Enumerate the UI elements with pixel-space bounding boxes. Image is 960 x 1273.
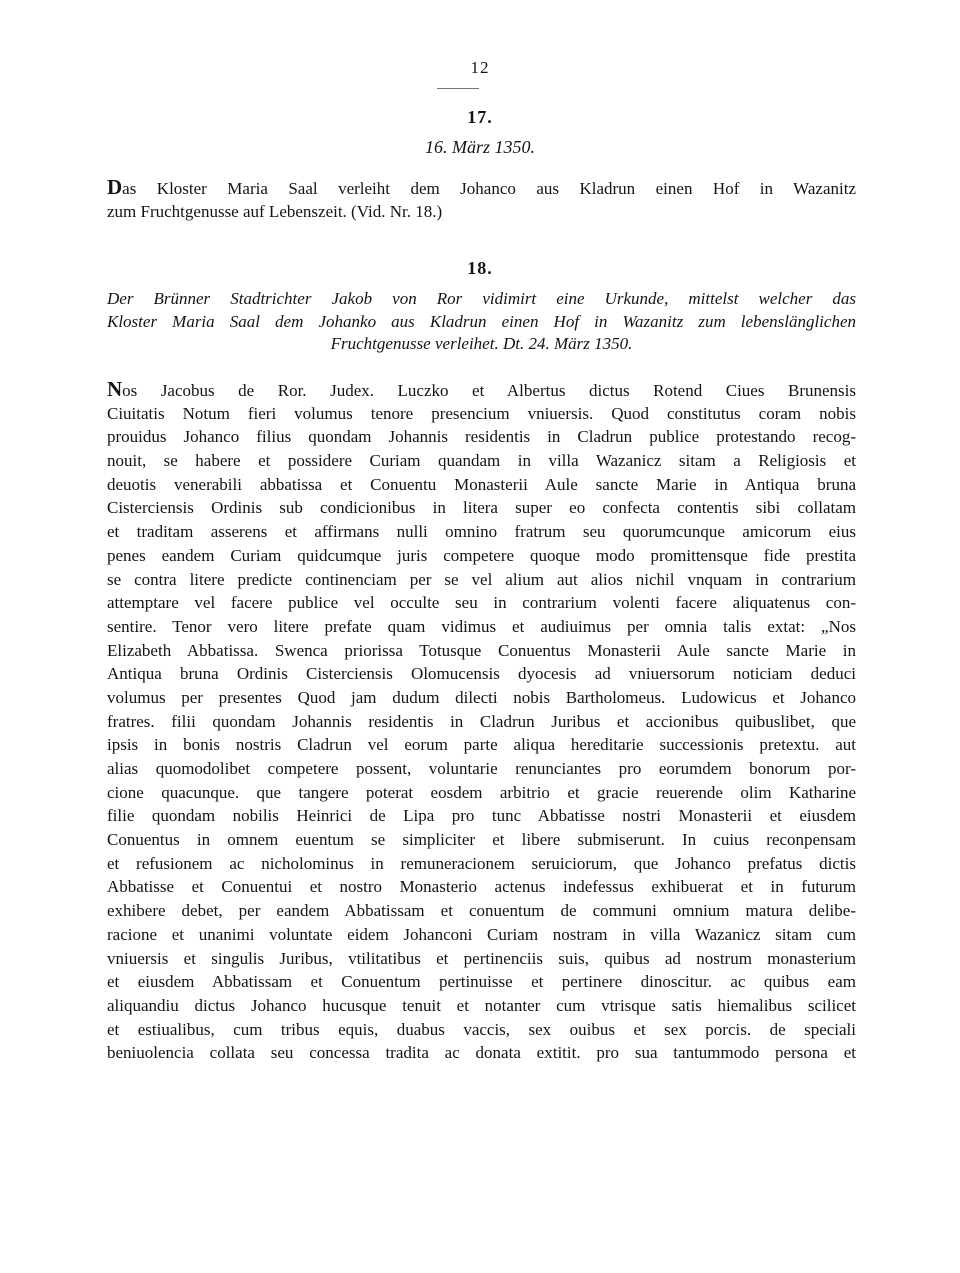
text-line: beniuolencia collata seu concessa tradita ac donata extitit. pro sua tantummodo persona et [107,1043,856,1063]
document-number-18: 18. [467,258,493,278]
text-line: nouit, se habere et possidere Curiam quandam in villa Wazanicz sitam a Religiosis et [107,451,856,471]
text-line [107,176,856,200]
text-line: zum Fruchtgenusse auf Lebenszeit. (Vid. Nr. 18.) [107,201,443,221]
initial-letter: D [107,175,123,199]
text-line: alias quomodolibet competere possent, voluntarie renunciantes pro eorumdem bonorum por- [107,759,856,778]
text-line: vniuersis et singulis Juribus, vtilitatibus et pertinenciis suis, quibus ad nostrum monasterium [107,948,856,968]
text-line: Ciuitatis Notum fieri volumus tenore presencium vniuersis. Quod constitutus coram nobis [107,403,856,423]
text-line: exhibere debet, per eandem Abbatissam et conuentum de communi omnium matura delibe- [107,901,856,921]
document-18-regest [107,288,856,356]
document-17-text [107,176,856,223]
text-line [107,378,856,402]
text-line: se contra litere predicte continenciam per se vel alium aut alios nichil vnquam in contrarium [107,569,856,589]
line-text: os Jacobus de Ror. Judex. Luczko et Albertus dictus Rotend Ciues Brunensis [122,381,856,400]
text-line: et traditam asserens et affirmans nulli omnino fratrum seu quorumcunque amicorum eius [107,522,856,542]
initial-letter: N [107,377,123,401]
text-line: et estiualibus, cum tribus equis, duabus vaccis, sex ouibus et sex porcis. de speciali [107,1019,856,1039]
document-18-text [107,378,856,1065]
text-line: sentire. Tenor vero litere prefate quam vidimus et audiuimus per omnia talis extat: „Nos [107,616,856,636]
text-line: fratres. filii quondam Johannis residentis in Cladrun Juribus et accionibus quibuslibet, que [107,711,856,731]
document-number-17: 17. [467,107,493,127]
text-line: Cisterciensis Ordinis sub condicionibus in litera super eo confecta contentis sibi collatam [107,498,856,518]
text-line: volumus per presentes Quod jam dudum dilecti nobis Bartholomeus. Ludowicus et Johanco [107,687,856,707]
text-line: attemptare vel facere publice vel occulte seu in contrarium volenti facere aliquatenus con- [107,593,856,613]
text-line: Conuentus in omnem euentum se simpliciter et libere submiserunt. In cuius reconpensam [107,830,856,850]
text-line: racione et unanimi voluntate eidem Johanconi Curiam nostram in villa Wazanicz sitam cum [107,924,856,944]
page-number: 12 [470,58,490,77]
text-line: et refusionem ac nicholominus in remuneracionem seruiciorum, que Johanco prefatus dictis [107,853,856,873]
line-text: as Kloster Maria Saal verleiht dem Johanco aus Kladrun einen Hof in Wazanitz [122,179,856,198]
regest-line: Der Brünner Stadtrichter Jakob von Ror vidimirt eine Urkunde, mittelst welcher das [107,289,856,308]
text-line: Antiqua bruna Ordinis Cisterciensis Olomucensis dyocesis ad vniuersorum noticiam deduci [107,664,856,684]
text-line: penes eandem Curiam quidcumque juris competere quoque modo promittensque fide prestita [107,545,856,565]
text-line: aliquandiu dictus Johanco hucusque tenuit et notanter cum vtrisque satis hiemalibus scilicet [107,995,856,1015]
text-line: prouidus Johanco filius quondam Johannis residentis in Cladrun publice protestando recog- [107,427,856,447]
regest-line: Fruchtgenusse verleihet. Dt. 24. März 1350. [330,334,633,353]
regest-line: Kloster Maria Saal dem Johanko aus Kladrun einen Hof in Wazanitz zum lebenslänglichen [107,311,856,331]
text-line: deuotis venerabili abbatissa et Conuentu Monasterii Aule sancte Marie in Antiqua bruna [107,474,856,494]
text-line: Elizabeth Abbatissa. Swenca priorissa Totusque Conuentus Monasterii Aule sancte Marie in [107,640,856,660]
text-line: filie quondam nobilis Heinrici de Lipa pro tunc Abbatisse nostri Monasterii et eiusdem [107,806,856,826]
text-line: Abbatisse et Conuentui et nostro Monasterio actenus indefessus exhibuerat et in futurum [107,877,856,897]
folio-rule [437,88,479,89]
text-line: ipsis in bonis nostris Cladrun vel eorum parte aliqua hereditarie successionis pretextu. aut [107,735,856,755]
text-line: cione quacunque. que tangere poterat eosdem arbitrio et gracie reuerende olim Katharine [107,782,856,802]
document-date-17: 16. März 1350. [424,137,535,157]
text-line: et eiusdem Abbatissam et Conuentum pertinuisse et pertinere dinoscitur. ac quibus eam [107,972,856,992]
